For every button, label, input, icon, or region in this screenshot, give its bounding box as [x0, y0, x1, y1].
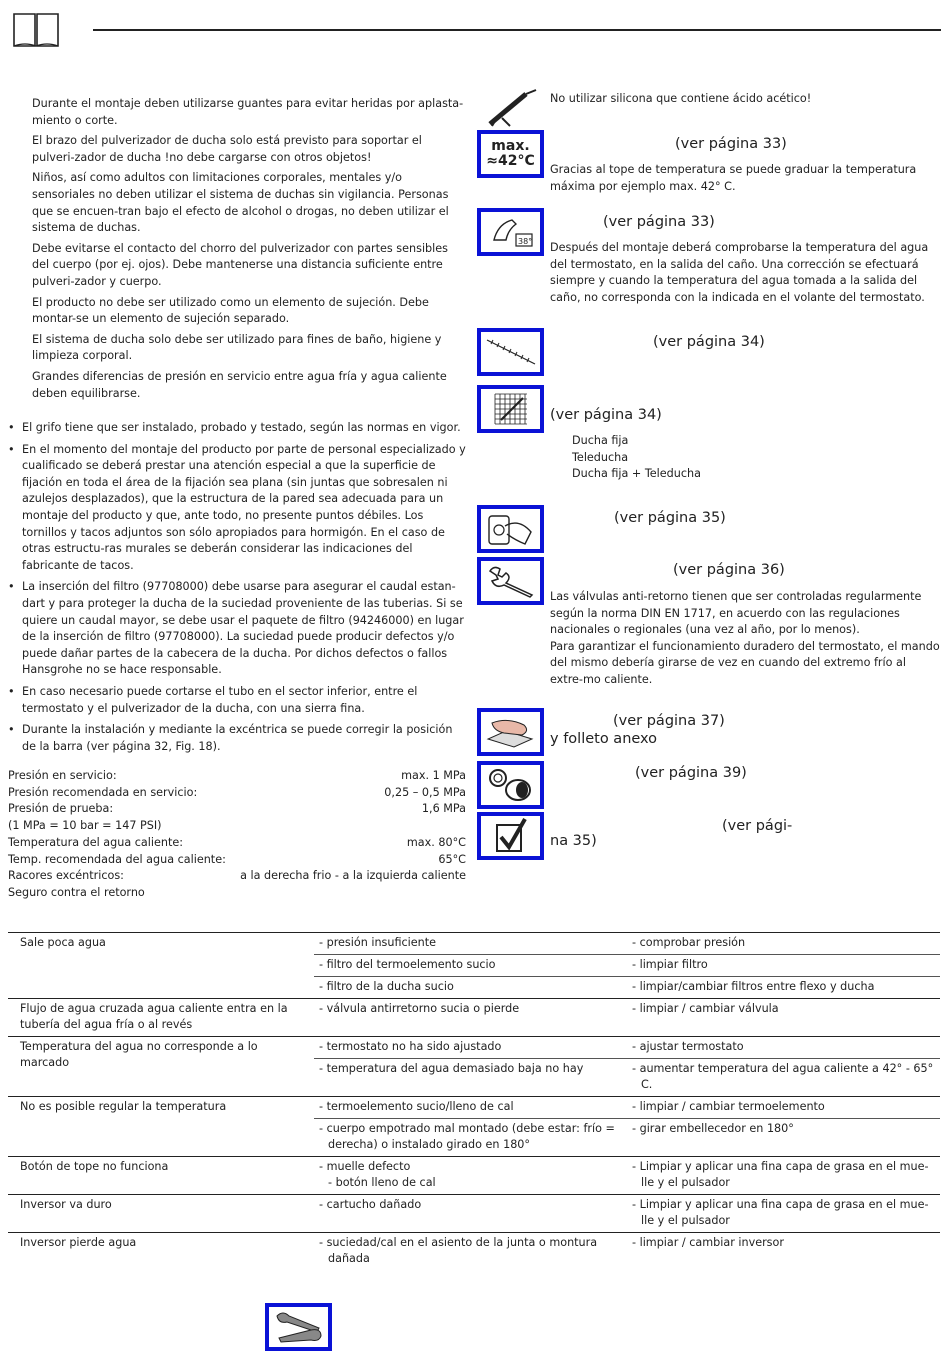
install-bullets	[8, 420, 466, 760]
table-row	[8, 1233, 940, 1271]
fix-cell: - girar embellecedor en 180°	[627, 1119, 940, 1157]
tech-row	[8, 768, 466, 785]
bullet-item: • La inserción del filtro (97708000) debe usarse para asegurar el caudal estan-dart y para proteger la ducha de la suciedad proveniente de las tuberias. Si se quiere un caudal mayor, se debe usar el paquete de filtro (94246000) en lugar de la inserción de filtro (97708000). La suciedad puede producir defectos y/o puede dañar partes de la cabecera de la ducha. Por dichos defectos o fallos Hansgrohe no se hace responsable.	[8, 579, 466, 679]
problem-cell: Inversor pierde agua	[8, 1233, 314, 1271]
thermometer-icon	[477, 208, 544, 256]
spare-parts-icon	[477, 761, 544, 809]
tech-label: Presión en servicio:	[8, 769, 117, 782]
thermo-label: 38°	[517, 237, 532, 246]
fix-cell: - limpiar / cambiar termoelemento	[627, 1097, 940, 1119]
fix-cell: - comprobar presión	[627, 933, 940, 955]
table-row	[8, 999, 940, 1037]
fix-cell: - limpiar/cambiar filtros entre flexo y ducha	[627, 977, 940, 999]
cause-cell: - termoelemento sucio/lleno de cal	[314, 1097, 627, 1119]
table-row	[8, 933, 940, 955]
fix-cell: - ajustar termostato	[627, 1037, 940, 1059]
safety-paragraph: Durante el montaje deben utilizarse guantes para evitar heridas por aplasta-miento o corte.	[32, 97, 464, 127]
tech-row	[8, 868, 466, 885]
page-reference: (ver página 34)	[550, 407, 662, 423]
header-rule	[93, 29, 941, 31]
page-reference: (ver página 33)	[603, 214, 715, 230]
maintenance-text: Las válvulas anti-retorno tienen que ser controladas regularmente según la norma DIN EN 1717, en acuerdo con las regulaciones nacionales o regionales (una vez al año, por lo menos). Para garantizar el funcionamiento duradero del termostato, el mando del mismo debería girarse de vez en cuando del extremo frío al extre-mo caliente.	[550, 590, 940, 686]
table-row	[8, 1097, 940, 1119]
page-reference: (ver página 33)	[675, 136, 787, 152]
cause-cell: - cartucho dañado	[314, 1195, 627, 1233]
shower-options	[572, 433, 701, 483]
bullet-item: • El grifo tiene que ser instalado, probado y testado, según las normas en vigor.	[8, 420, 466, 437]
fix-cell: - limpiar filtro	[627, 955, 940, 977]
manual-book-icon	[12, 10, 60, 48]
table-row	[8, 1195, 940, 1233]
page-reference: (ver página 35)	[614, 510, 726, 526]
hand-assembly-icon	[477, 505, 544, 553]
tech-label: Racores excéntricos:	[8, 869, 124, 883]
cause-cell: - temperatura del agua demasiado baja no hay	[314, 1059, 627, 1097]
fix-cell: - limpiar / cambiar válvula	[627, 999, 940, 1037]
cause-cell: - termostato no ha sido ajustado	[314, 1037, 627, 1059]
ruler-icon	[477, 328, 544, 376]
safety-paragraph: Niños, así como adultos con limitaciones corporales, mentales y/o sensoriales no deben utilizar el sistema de duchas sin vigilancia. Personas que se encuen-tran bajo el efecto de alcohol o drogas, no deben utilizar el sistema de duchas.	[32, 171, 449, 235]
safety-paragraph: El sistema de ducha solo debe ser utilizado para fines de baño, higiene y limpieza corporal.	[32, 332, 442, 363]
cause-cell: - filtro del termoelemento sucio	[314, 955, 627, 977]
page-reference: na 35)	[550, 833, 597, 849]
shower-option: Teleducha	[572, 450, 629, 464]
safety-block	[32, 96, 466, 406]
tech-row	[8, 818, 466, 835]
problem-cell: Sale poca agua	[8, 933, 314, 999]
tech-value: max. 80°C	[406, 835, 466, 849]
page-reference: (ver pági-	[722, 818, 793, 834]
cause-cell: - filtro de la ducha sucio	[314, 977, 627, 999]
fix-cell: - Limpiar y aplicar una fina capa de grasa en el mue-lle y el pulsador	[627, 1157, 940, 1195]
temperature-check-text: Después del montaje deberá comprobarse la temperatura del agua del termostato, en la salida del caño. Una corrección se efectuará siempre y cuando la temperatura del agua tomada a la salida del caño, no corresponda con la indicada en el volante del termostato.	[550, 241, 929, 304]
cause-cell: - presión insuficiente	[314, 933, 627, 955]
tech-value: 1,6 MPa	[421, 802, 466, 816]
tools-icon	[265, 1303, 332, 1351]
page-reference: (ver página 37)	[613, 713, 725, 729]
fix-cell: - aumentar temperatura del agua caliente a 42° - 65° C.	[627, 1059, 940, 1097]
tech-row	[8, 785, 466, 802]
max-temperature-icon	[477, 130, 544, 178]
fix-cell: - limpiar / cambiar inversor	[627, 1233, 940, 1271]
brochure-note: y folleto anexo	[550, 731, 658, 747]
tech-label: (1 MPa = 10 bar = 147 PSI)	[8, 819, 162, 833]
page-reference: (ver página 34)	[653, 334, 765, 350]
cause-cell: - suciedad/cal en el asiento de la junta o montura dañada	[314, 1233, 627, 1271]
fix-cell: - Limpiar y aplicar una fina capa de grasa en el mue-lle y el pulsador	[627, 1195, 940, 1233]
safety-paragraph: El brazo del pulverizador de ducha solo está previsto para soportar el pulveri-zador de ducha !no debe cargarse con otros objetos!	[32, 134, 422, 164]
silicone-note: No utilizar silicona que contiene ácido acético!	[550, 92, 812, 105]
max-temp-label: ≈42°C	[486, 153, 535, 169]
problem-cell: Flujo de agua cruzada agua caliente entra en la tubería del agua fría o al revés	[8, 999, 314, 1037]
limit-text: Gracias al tope de temperatura se puede graduar la temperatura máxima por ejemplo max. 42° C.	[550, 163, 917, 193]
table-row	[8, 1157, 940, 1195]
tech-row	[8, 801, 466, 818]
tech-label: Presión recomendada en servicio:	[8, 785, 198, 799]
tech-row	[8, 885, 466, 902]
checkmark-icon	[477, 812, 544, 860]
page-reference: (ver página 36)	[673, 562, 785, 578]
cause-cell: - muelle defecto - botón lleno de cal	[314, 1157, 627, 1195]
cause-cell: - válvula antirretorno sucia o pierde	[314, 999, 627, 1037]
tech-row	[8, 835, 466, 852]
safety-paragraph: Grandes diferencias de presión en servicio entre agua fría y agua caliente deben equilibrarse.	[32, 369, 447, 400]
page-reference: (ver página 39)	[635, 765, 747, 781]
wrench-icon	[477, 557, 544, 605]
technical-data	[8, 768, 466, 902]
problem-cell: No es posible regular la temperatura	[8, 1097, 314, 1157]
table-row	[8, 1037, 940, 1059]
drill-template-icon	[477, 385, 544, 433]
tech-row	[8, 852, 466, 869]
safety-paragraph: El producto no debe ser utilizado como un elemento de sujeción. Debe montar-se un elemento de sujeción separado.	[32, 295, 429, 326]
tech-value: a la derecha frio - a la izquierda caliente	[240, 869, 466, 883]
tech-value: 0,25 – 0,5 MPa	[384, 785, 466, 799]
shower-option: Ducha fija	[572, 434, 629, 447]
problem-cell: Inversor va duro	[8, 1195, 314, 1233]
tech-value: 65°C	[438, 852, 466, 866]
max-label: max.	[491, 138, 530, 154]
tech-label: Temp. recomendada del agua caliente:	[8, 852, 226, 866]
troubleshooting-table	[8, 932, 940, 1270]
bullet-item: • En caso necesario puede cortarse el tubo en el sector inferior, entre el termostato y el pulverizador de la ducha, con una sierra fina.	[8, 684, 466, 717]
cleaning-hand-icon	[477, 708, 544, 756]
tech-label: Presión de prueba:	[8, 802, 114, 816]
safety-paragraph: Debe evitarse el contacto del chorro del pulverizador con partes sensibles del cuerpo (por ej. ojos). Debe mantenerse una distancia suficiente entre pulveri-zador y cuerpo.	[32, 241, 448, 288]
problem-cell: Botón de tope no funciona	[8, 1157, 314, 1195]
bullet-item: • Durante la instalación y mediante la excéntrica se puede corregir la posición de la barra (ver página 32, Fig. 18).	[8, 722, 466, 755]
tech-label: Seguro contra el retorno	[8, 885, 145, 899]
tech-label: Temperatura del agua caliente:	[8, 835, 183, 849]
bullet-item: • En el momento del montaje del producto por parte de personal especializado y cualificado se deberá prestar una atención especial a que la superficie de fijación en toda el área de la fijación sea plana (sin juntas que sobresalen ni azulejos desplazados), que la estructura de la pared sea adecuada para un montaje del producto y que, ante todo, no presente puntos débiles. Los tornillos y tacos adjuntos son sólo apropiados para hormigón. En el caso de otras estructu-ras murales se deberán considerar las indicaciones del fabricante de tacos.	[8, 442, 466, 575]
cause-cell: - cuerpo empotrado mal montado (debe estar: frío = derecha) o instalado girado en 180°	[314, 1119, 627, 1157]
problem-cell: Temperatura del agua no corresponde a lo marcado	[8, 1037, 314, 1097]
shower-option: Ducha fija + Teleducha	[572, 467, 701, 481]
caulk-gun-icon	[480, 88, 542, 128]
tech-value: max. 1 MPa	[401, 769, 466, 782]
